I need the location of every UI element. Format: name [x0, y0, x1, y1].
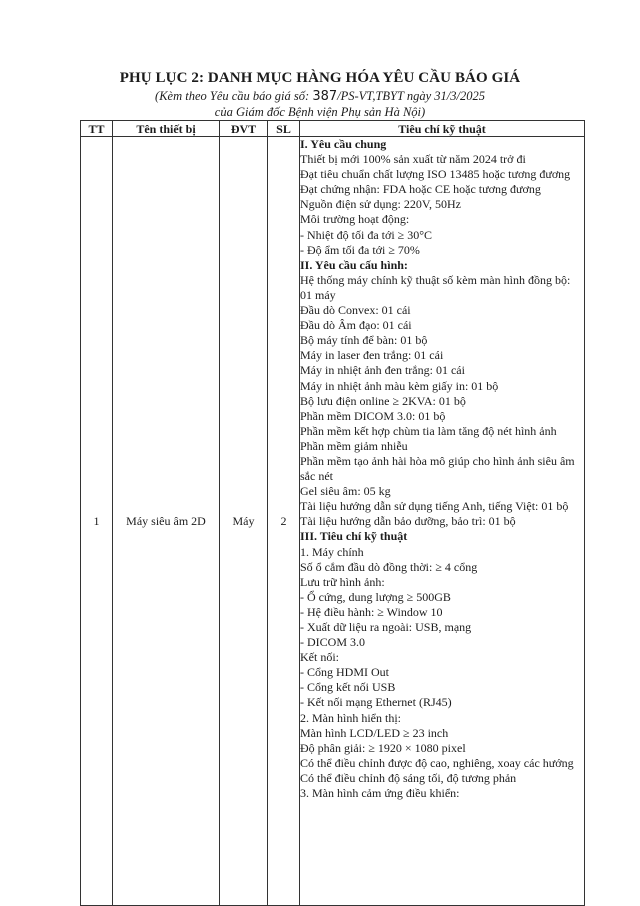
equipment-table	[80, 120, 585, 906]
header-spec: Tiêu chí kỹ thuật	[300, 121, 585, 137]
spec-line: Máy in laser đen trắng: 01 cái	[300, 348, 444, 363]
cell-spec	[300, 137, 585, 906]
spec-line: Độ phân giải: ≥ 1920 × 1080 pixel	[300, 740, 466, 755]
cell-dvt: Máy	[220, 137, 268, 906]
spec-line: Môi trường hoạt động:	[300, 212, 410, 227]
spec-line: 3. Màn hình cảm ứng điều khiển:	[300, 786, 460, 801]
spec-line: - Hệ điều hành: ≥ Window 10	[300, 604, 443, 619]
spec-line: Bộ lưu điện online ≥ 2KVA: 01 bộ	[300, 393, 466, 408]
spec-line: Có thể điều chỉnh độ sáng tối, độ tương phản	[300, 770, 517, 785]
spec-line: - Nhiệt độ tối đa tới ≥ 30°C	[300, 227, 433, 242]
handwritten-number: 387	[312, 89, 338, 104]
spec-line: Đầu dò Âm đạo: 01 cái	[300, 318, 412, 333]
spec-line: Phần mềm tạo ảnh hài hòa mô giúp cho hình ảnh siêu âm sắc nét	[300, 453, 575, 484]
spec-line: Tài liệu hướng dẫn sử dụng tiếng Anh, tiếng Việt: 01 bộ	[300, 499, 569, 514]
spec-line: - DICOM 3.0	[300, 635, 365, 650]
spec-section-heading: III. Tiêu chí kỹ thuật	[300, 529, 408, 544]
spec-section-heading: I. Yêu cầu chung	[300, 137, 387, 151]
spec-line: 1. Máy chính	[300, 544, 364, 559]
spec-line: Có thể điều chỉnh được độ cao, nghiêng, xoay các hướng	[300, 755, 574, 770]
cell-tt: 1	[81, 137, 113, 906]
document-subtitle	[0, 89, 640, 104]
cell-name: Máy siêu âm 2D	[113, 137, 220, 906]
spec-line: Số ổ cắm đầu dò đồng thời: ≥ 4 cổng	[300, 559, 478, 574]
document-subtitle-line2: của Giám đốc Bệnh viện Phụ sản Hà Nội)	[214, 105, 426, 119]
spec-line: Thiết bị mới 100% sản xuất từ năm 2024 trở đi	[300, 152, 526, 167]
spec-line: Máy in nhiệt ảnh đen trắng: 01 cái	[300, 363, 465, 378]
subtitle-prefix: (Kèm theo Yêu cầu báo giá số:	[155, 89, 313, 103]
spec-line: Phần mềm kết hợp chùm tia làm tăng độ nét hình ảnh	[300, 423, 557, 438]
spec-line: - Ổ cứng, dung lượng ≥ 500GB	[300, 589, 451, 604]
table-header-row	[81, 121, 585, 137]
spec-line: Hệ thống máy chính kỹ thuật số kèm màn hình đồng bộ: 01 máy	[300, 272, 571, 302]
document-title: PHỤ LỤC 2: DANH MỤC HÀNG HÓA YÊU CẦU BÁO GIÁ	[119, 70, 521, 86]
spec-line: - Cổng HDMI Out	[300, 665, 389, 680]
spec-line: Đạt chứng nhận: FDA hoặc CE hoặc tương đương	[300, 182, 541, 197]
header-name: Tên thiết bị	[113, 121, 220, 137]
spec-line: Phần mềm giảm nhiễu	[300, 438, 408, 453]
spec-line: Tài liệu hướng dẫn bảo dưỡng, bảo trì: 01 bộ	[300, 514, 516, 529]
spec-line: Máy in nhiệt ảnh màu kèm giấy in: 01 bộ	[300, 378, 499, 393]
header-sl: SL	[268, 121, 300, 137]
spec-line: Gel siêu âm: 05 kg	[300, 484, 391, 499]
spec-line: Bộ máy tính để bàn: 01 bộ	[300, 333, 428, 348]
subtitle-suffix: /PS-VT,TBYT ngày 31/3/2025	[337, 89, 485, 103]
spec-line: - Kết nối mạng Ethernet (RJ45)	[300, 695, 452, 710]
spec-line: - Độ ẩm tối đa tới ≥ 70%	[300, 242, 420, 257]
spec-line: 2. Màn hình hiển thị:	[300, 710, 401, 725]
spec-line: - Xuất dữ liệu ra ngoài: USB, mạng	[300, 620, 472, 634]
header-dvt: ĐVT	[220, 121, 268, 137]
spec-line: Nguồn điện sử dụng: 220V, 50Hz	[300, 197, 461, 212]
spec-line: Màn hình LCD/LED ≥ 23 inch	[300, 725, 449, 740]
spec-section-heading: II. Yêu cầu cấu hình:	[300, 257, 408, 272]
spec-line: - Cổng kết nối USB	[300, 680, 396, 695]
header-tt: TT	[81, 121, 113, 137]
spec-line: Lưu trữ hình ảnh:	[300, 574, 385, 589]
spec-line: Phần mềm DICOM 3.0: 01 bộ	[300, 408, 446, 423]
spec-line: Đầu dò Convex: 01 cái	[300, 303, 411, 318]
spec-line: Kết nối:	[300, 650, 339, 665]
spec-line: Đạt tiêu chuẩn chất lượng ISO 13485 hoặc tương đương	[300, 167, 571, 182]
table-row	[81, 137, 585, 906]
cell-sl: 2	[268, 137, 300, 906]
